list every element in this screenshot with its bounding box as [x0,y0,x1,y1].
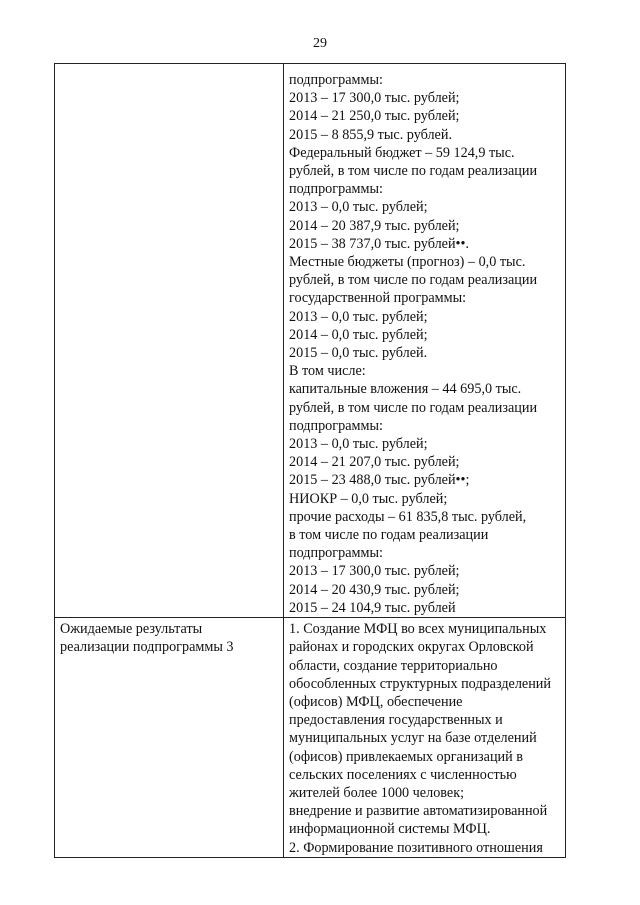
text-line: прочие расходы – 61 835,8 тыс. рублей, [289,508,527,525]
text-line: районах и городских округах Орловской [289,639,534,656]
text-line: рублей, в том числе по годам реализации [289,163,538,180]
text-line: жителей более 1000 человек; [289,784,465,801]
text-line: 1. Создание МФЦ во всех муниципальных [289,621,547,638]
text-line: 2015 – 8 855,9 тыс. рублей. [289,126,452,143]
text-line: 2014 – 21 250,0 тыс. рублей; [289,108,460,125]
text-line: информационной системы МФЦ. [289,821,491,838]
text-line: обособленных структурных подразделений [289,675,551,692]
text-line: сельских поселениях с численностью [289,766,517,783]
text-line: подпрограммы: [289,181,383,198]
text-line: 2014 – 0,0 тыс. рублей; [289,326,428,343]
text-line: Ожидаемые результаты [60,621,203,638]
text-line: НИОКР – 0,0 тыс. рублей; [289,490,448,507]
text-line: муниципальных услуг на базе отделений [289,730,537,747]
text-line: внедрение и развитие автоматизированной [289,803,548,820]
text-line: 2013 – 17 300,0 тыс. рублей; [289,563,460,580]
text-line: капитальные вложения – 44 695,0 тыс. [289,381,522,398]
expected-results-text [284,618,565,857]
text-line: 2015 – 23 488,0 тыс. рублей••; [289,472,470,489]
table-row [55,64,566,618]
financing-details-text [284,64,565,617]
text-line: Местные бюджеты (прогноз) – 0,0 тыс. [289,254,526,271]
text-line: 2013 – 17 300,0 тыс. рублей; [289,90,460,107]
row-label-text [55,64,283,71]
text-line: Федеральный бюджет – 59 124,9 тыс. [289,144,515,161]
text-line: 2013 – 0,0 тыс. рублей; [289,436,428,453]
row-label-cell [55,64,284,618]
text-line: (офисов) МФЦ, обеспечение [289,693,463,710]
text-line: подпрограммы: [289,545,383,562]
text-line: в том числе по годам реализации [289,527,489,544]
text-line: 2015 – 0,0 тыс. рублей. [289,345,428,362]
financing-details-cell [284,64,566,618]
text-line: 2015 – 24 104,9 тыс. рублей [289,599,456,616]
expected-results-cell [284,618,566,858]
text-line: 2014 – 20 430,9 тыс. рублей; [289,581,460,598]
text-line: области, создание территориально [289,657,498,674]
text-line: рублей, в том числе по годам реализации [289,399,538,416]
expected-results-label-cell [55,618,284,858]
text-line: (офисов) привлекаемых организаций в [289,748,523,765]
page-number: 29 [313,36,327,51]
text-line: 2013 – 0,0 тыс. рублей; [289,308,428,325]
text-line: подпрограммы: [289,72,383,88]
text-line: 2015 – 38 737,0 тыс. рублей••. [289,235,470,252]
text-line: подпрограммы: [289,417,383,434]
text-line: 2013 – 0,0 тыс. рублей; [289,199,428,216]
text-line: 2. Формирование позитивного отношения [289,839,543,856]
text-line: предоставления государственных и [289,712,503,729]
table-row [55,618,566,858]
text-line: 2014 – 20 387,9 тыс. рублей; [289,217,460,234]
expected-results-label [55,618,283,656]
text-line: В том числе: [289,363,366,380]
text-line: реализации подпрограммы 3 [60,639,234,656]
text-line: 2014 – 21 207,0 тыс. рублей; [289,454,460,471]
program-passport-table [54,63,566,858]
text-line: государственной программы: [289,290,467,307]
text-line: рублей, в том числе по годам реализации [289,272,538,289]
